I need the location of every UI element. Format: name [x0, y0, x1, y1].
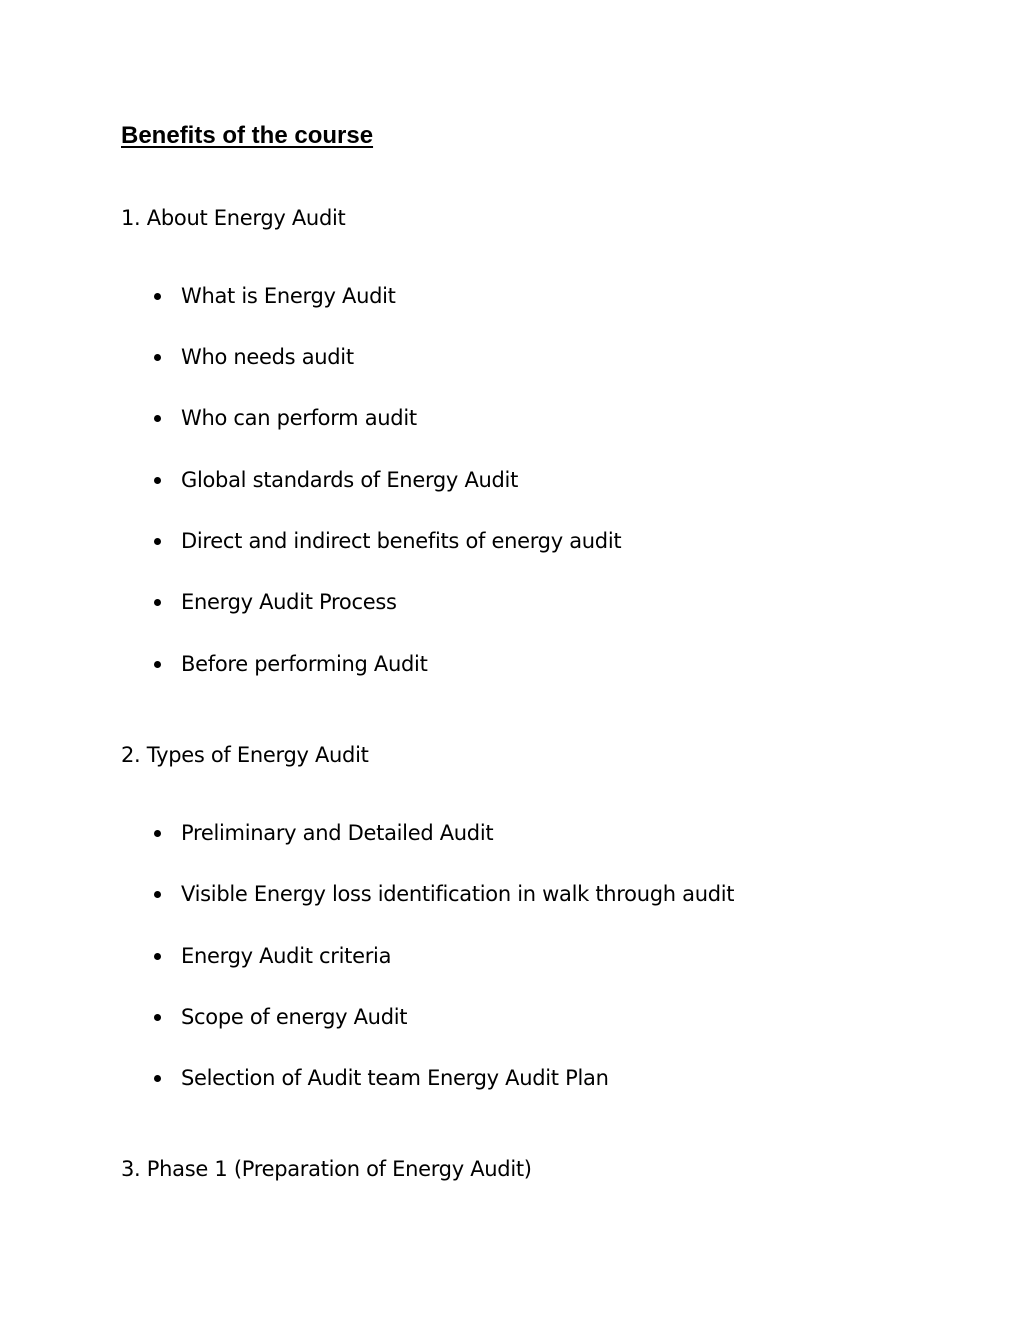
bullet-icon: [154, 538, 161, 545]
list-item-text: Preliminary and Detailed Audit: [181, 821, 494, 845]
section-heading-about-energy-audit: 1. About Energy Audit: [121, 206, 346, 230]
list-item-text: Before performing Audit: [181, 652, 428, 676]
list-item-text: Who can perform audit: [181, 406, 417, 430]
list-item-text: Who needs audit: [181, 345, 354, 369]
list-item: [0, 879, 900, 909]
list-item: [0, 342, 900, 372]
list-item-text: What is Energy Audit: [181, 284, 396, 308]
list-item-text: Global standards of Energy Audit: [181, 468, 519, 492]
list-item-text: Visible Energy loss identification in walk through audit: [181, 882, 735, 906]
list-item-text: Direct and indirect benefits of energy audit: [181, 529, 622, 553]
page-title: Benefits of the course: [121, 122, 374, 149]
bullet-icon: [154, 661, 161, 668]
list-item-text: Selection of Audit team Energy Audit Plan: [181, 1066, 609, 1090]
list-item: [0, 587, 900, 617]
list-item-text: Scope of energy Audit: [181, 1005, 408, 1029]
list-item: [0, 818, 900, 848]
list-item: [0, 281, 900, 311]
bullet-icon: [154, 477, 161, 484]
bullet-icon: [154, 891, 161, 898]
bullet-icon: [154, 599, 161, 606]
bullet-icon: [154, 1014, 161, 1021]
bullet-icon: [154, 293, 161, 300]
list-item: [0, 465, 900, 495]
bullet-icon: [154, 354, 161, 361]
list-item: [0, 1063, 900, 1093]
list-item: [0, 1002, 900, 1032]
list-item: [0, 403, 900, 433]
list-item: [0, 526, 900, 556]
list-item-text: Energy Audit Process: [181, 590, 397, 614]
bullet-icon: [154, 415, 161, 422]
list-item: [0, 941, 900, 971]
list-item: [0, 649, 900, 679]
section-heading-phase-1: 3. Phase 1 (Preparation of Energy Audit): [121, 1157, 532, 1181]
section-heading-types-of-energy-audit: 2. Types of Energy Audit: [121, 743, 369, 767]
bullet-icon: [154, 1075, 161, 1082]
list-item-text: Energy Audit criteria: [181, 944, 392, 968]
bullet-icon: [154, 830, 161, 837]
bullet-icon: [154, 953, 161, 960]
